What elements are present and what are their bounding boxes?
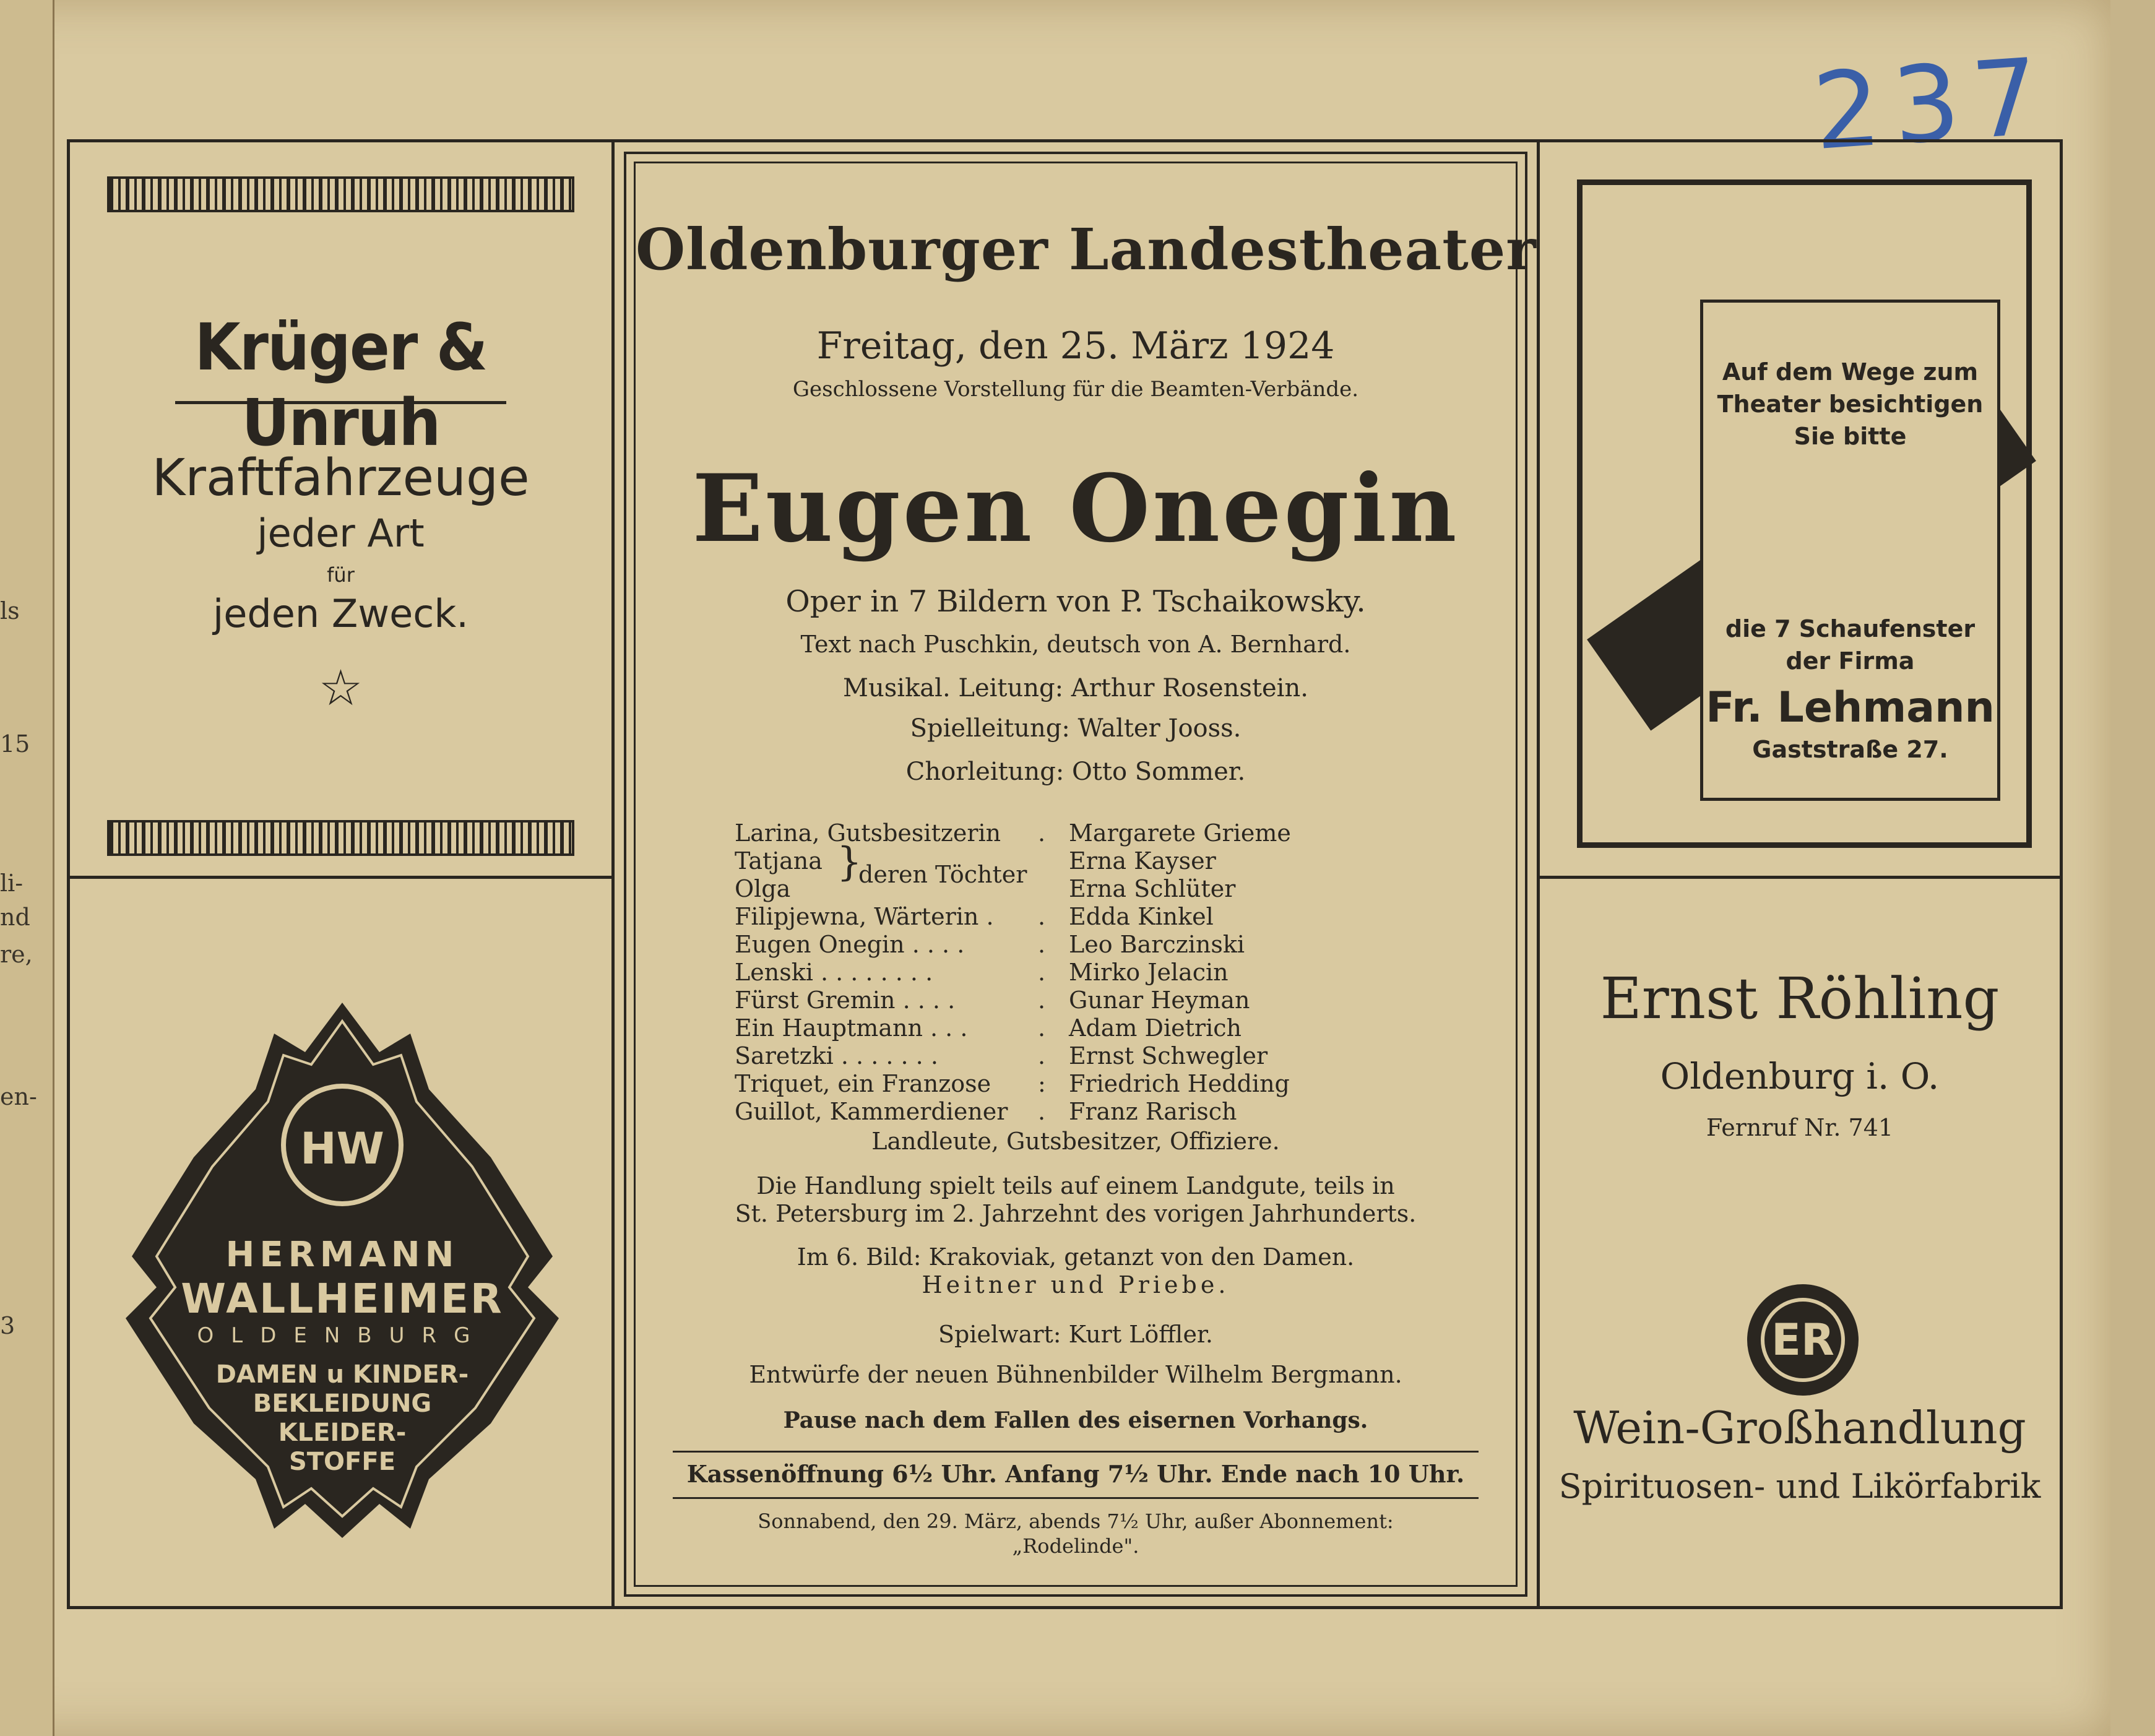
- spine-fragment: ls: [0, 597, 20, 624]
- cast-actor: Adam Dietrich: [1069, 1014, 1242, 1042]
- kruger-line: Kraftfahrzeuge: [152, 449, 530, 507]
- kruger-title: Krüger & Unruh: [194, 309, 487, 460]
- rohling-city: Oldenburg i. O.: [1660, 1055, 1940, 1097]
- cast-actor: Erna Schlüter: [1069, 875, 1236, 902]
- stage-direction: Spielleitung: Walter Jooss.: [910, 714, 1242, 743]
- cast-role: Tatjana: [735, 847, 823, 874]
- schedule-times: Kassenöffnung 6½ Uhr. Anfang 7½ Uhr. Ende nach 10 Uhr.: [686, 1460, 1465, 1488]
- lehmann-line: Theater besichtigen: [1717, 391, 1984, 418]
- lehmann-line: Auf dem Wege zum: [1722, 358, 1979, 386]
- wallheimer-line: STOFFE: [288, 1448, 396, 1476]
- stage-manager: Spielwart: Kurt Löffler.: [938, 1321, 1213, 1348]
- cast-role: Saretzki . . . . . . .: [735, 1042, 938, 1069]
- kruger-line: jeder Art: [257, 511, 425, 556]
- wallheimer-name: HERMANN: [225, 1235, 459, 1275]
- cast-actor: Leo Barczinski: [1069, 931, 1245, 958]
- cast-dots: .: [1038, 1098, 1046, 1125]
- cast-dots: .: [1038, 819, 1046, 847]
- cast-role: Triquet, ein Franzose: [735, 1070, 991, 1097]
- lehmann-text-box: [1700, 300, 2000, 801]
- lehmann-line: Sie bitte: [1794, 423, 1907, 450]
- wallheimer-line: BEKLEIDUNG: [253, 1389, 432, 1418]
- dance-line: Im 6. Bild: Krakoviak, getanzt von den Damen.: [797, 1243, 1355, 1271]
- libretto-credit: Text nach Puschkin, deutsch von A. Bernhard.: [800, 631, 1351, 658]
- right-column: [1537, 142, 2060, 1606]
- kruger-line: jeden Zweck.: [213, 591, 469, 636]
- rohling-phone: Fernruf Nr. 741: [1706, 1114, 1894, 1141]
- dance-line: Heitner und Priebe.: [922, 1271, 1230, 1298]
- closed-performance: Geschlossene Vorstellung für die Beamten-Verbände.: [792, 377, 1359, 402]
- ornament-border-bottom: [107, 820, 574, 856]
- spine-fragment: re,: [0, 941, 33, 968]
- cast-dots: .: [1038, 959, 1046, 986]
- wallheimer-line: DAMEN u KINDER-: [215, 1360, 469, 1389]
- cast-dots: :: [1038, 1070, 1046, 1097]
- cast-role: Ein Hauptmann . . .: [735, 1014, 968, 1042]
- cast-daughters-note: deren Töchter: [858, 861, 1027, 888]
- cast-actor: Edda Kinkel: [1069, 903, 1214, 930]
- rohling-name: Ernst Röhling: [1600, 965, 2000, 1032]
- theater-program-border: [624, 152, 1537, 1597]
- brace-icon: }: [837, 839, 862, 885]
- lehmann-advertisement: [1577, 179, 2032, 848]
- spine-fragment: en-: [0, 1083, 37, 1110]
- left-column: [70, 142, 615, 1606]
- lehmann-name: Fr. Lehmann: [1706, 683, 1995, 732]
- opera-title: Eugen Onegin: [692, 454, 1459, 563]
- ornament-border-top: [107, 176, 574, 212]
- cast-role: Guillot, Kammerdiener: [735, 1098, 1008, 1125]
- spine-fragment: li-: [0, 870, 24, 897]
- musical-direction: Musikal. Leitung: Arthur Rosenstein.: [843, 674, 1308, 702]
- theater-header: Oldenburger Landestheater: [636, 216, 1537, 283]
- lehmann-line: der Firma: [1786, 647, 1915, 675]
- cast-dots: .: [1038, 931, 1046, 958]
- lehmann-line: die 7 Schaufenster: [1725, 615, 1976, 642]
- lehmann-address: Gaststraße 27.: [1752, 736, 1948, 763]
- spine-fragment: 3: [0, 1312, 15, 1339]
- cast-dots: .: [1038, 1014, 1046, 1042]
- next-performance: Sonnabend, den 29. März, abends 7½ Uhr, außer Abonnement:: [758, 1509, 1394, 1533]
- wallheimer-city: OLDENBURG: [197, 1323, 488, 1348]
- theater-program: [634, 162, 1537, 1587]
- kruger-line: für: [327, 563, 355, 587]
- cast-role: Lenski . . . . . . . .: [735, 959, 933, 986]
- plot-line: St. Petersburg im 2. Jahrzehnt des vorigen Jahrhunderts.: [735, 1200, 1417, 1227]
- cast-role: Larina, Gutsbesitzerin: [735, 819, 1001, 847]
- previous-page-edge: [0, 0, 54, 1736]
- next-performance-title: „Rodelinde".: [1012, 1534, 1139, 1558]
- er-logo-icon: [1747, 1284, 1859, 1396]
- cast-actor: Mirko Jelacin: [1069, 959, 1229, 986]
- cast-dots: .: [1038, 1042, 1046, 1069]
- rohling-business: Wein-Großhandlung: [1573, 1402, 2026, 1454]
- divider: [673, 1451, 1479, 1453]
- intermission-note: Pause nach dem Fallen des eisernen Vorhangs.: [783, 1407, 1368, 1433]
- cast-role: Filipjewna, Wärterin .: [735, 903, 994, 930]
- wallheimer-advertisement: [119, 996, 565, 1541]
- wallheimer-name: WALLHEIMER: [181, 1275, 504, 1323]
- cast-actor: Margarete Grieme: [1069, 819, 1291, 847]
- chorus-direction: Chorleitung: Otto Sommer.: [905, 758, 1246, 786]
- cast-role: Eugen Onegin . . . .: [735, 931, 965, 958]
- divider: [1540, 876, 2060, 879]
- wallheimer-monogram: HW: [300, 1123, 384, 1174]
- cast-role: Fürst Gremin . . . .: [735, 987, 956, 1014]
- cast-actor: Gunar Heyman: [1069, 987, 1250, 1014]
- divider: [70, 876, 611, 879]
- stage-designs: Entwürfe der neuen Bühnenbilder Wilhelm Bergmann.: [749, 1361, 1402, 1388]
- cast-dots: .: [1038, 903, 1046, 930]
- spine-fragment: nd: [0, 904, 30, 931]
- handwritten-page-number: 237: [1809, 35, 2055, 175]
- cast-actor: Friedrich Hedding: [1069, 1070, 1290, 1097]
- cast-extras: Landleute, Gutsbesitzer, Offiziere.: [871, 1128, 1280, 1155]
- cast-actor: Ernst Schwegler: [1069, 1042, 1268, 1069]
- performance-date: Freitag, den 25. März 1924: [816, 324, 1335, 368]
- wallheimer-line: KLEIDER-: [278, 1419, 407, 1447]
- spine-fragment: 15: [0, 730, 30, 758]
- rohling-products: Spirituosen- und Likörfabrik: [1558, 1467, 2041, 1506]
- advertisement-frame: [67, 139, 2063, 1609]
- opera-subtitle: Oper in 7 Bildern von P. Tschaikowsky.: [785, 584, 1366, 619]
- er-logo-text: ER: [1761, 1298, 1845, 1382]
- cast-actor: Erna Kayser: [1069, 847, 1216, 874]
- divider: [175, 401, 506, 404]
- plot-line: Die Handlung spielt teils auf einem Landgute, teils in: [756, 1172, 1395, 1199]
- theater-column: [615, 142, 1537, 1606]
- cast-role: Olga: [735, 875, 791, 902]
- cast-actor: Franz Rarisch: [1069, 1098, 1237, 1125]
- star-icon: ☆: [318, 659, 363, 717]
- cast-dots: .: [1038, 987, 1046, 1014]
- divider: [673, 1497, 1479, 1499]
